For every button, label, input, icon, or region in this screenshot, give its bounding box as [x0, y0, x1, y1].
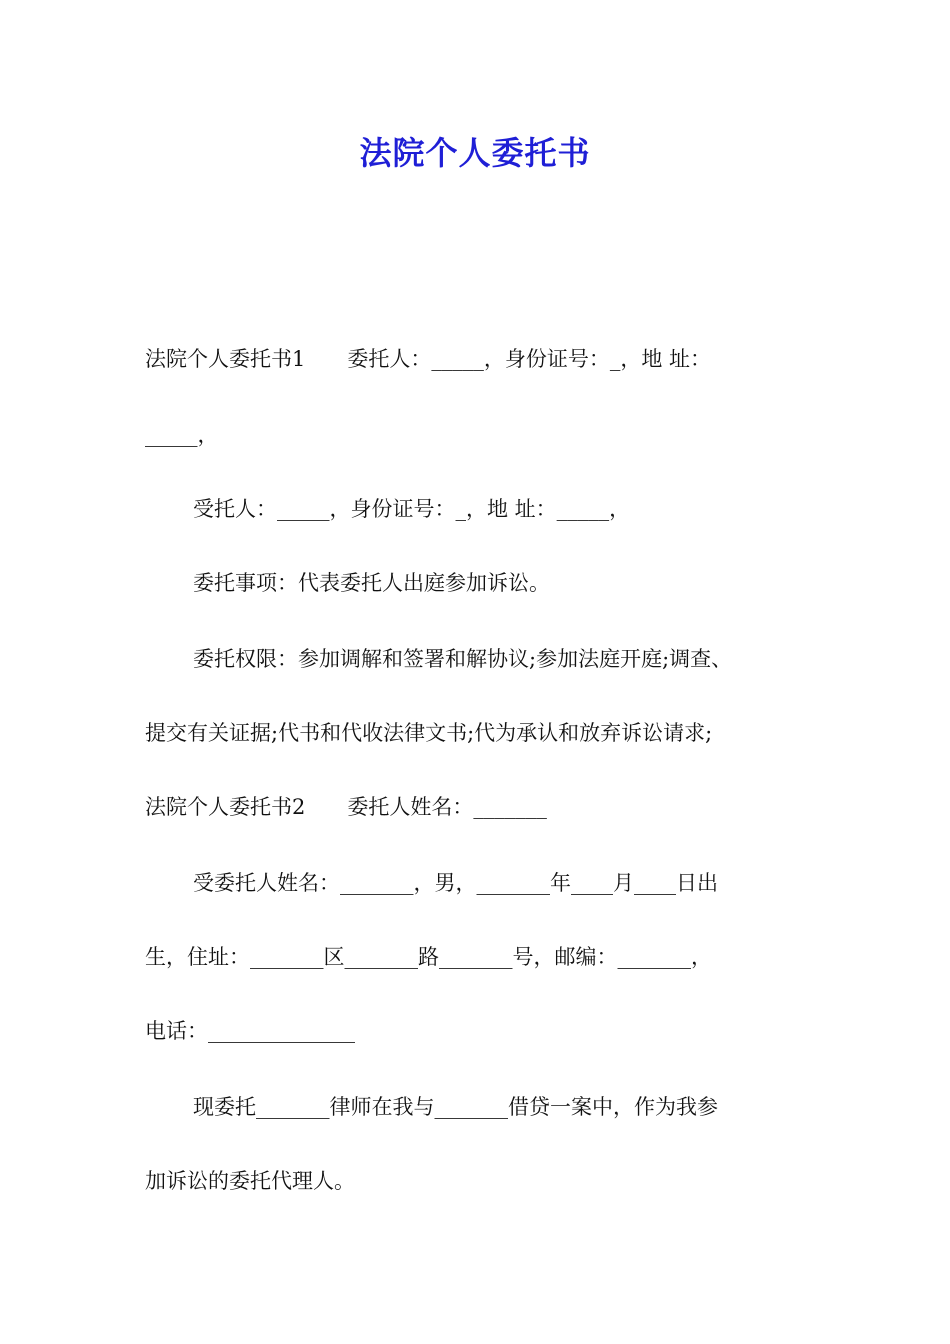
paragraph-line-11: 现委托_______律师在我与_______借贷一案中，作为我参 [193, 1095, 718, 1119]
paragraph-line-10: 电话：______________ [145, 1019, 355, 1043]
paragraph-line-3: 受托人：_____，身份证号：_，地 址：_____， [193, 497, 631, 521]
paragraph-line-8: 受委托人姓名：_______，男，_______年____月____日出 [193, 871, 718, 895]
paragraph-line-2: _____， [145, 423, 219, 447]
paragraph-line-9: 生，住址：_______区_______路_______号，邮编：_______， [145, 945, 712, 969]
paragraph-line-4: 委托事项：代表委托人出庭参加诉讼。 [193, 571, 550, 595]
paragraph-line-5: 委托权限：参加调解和签署和解协议;参加法庭开庭;调查、 [193, 647, 733, 671]
paragraph-line-12: 加诉讼的委托代理人。 [145, 1169, 355, 1193]
paragraph-line-6: 提交有关证据;代书和代收法律文书;代为承认和放弃诉讼请求; [145, 721, 713, 745]
document-title: 法院个人委托书 [359, 134, 591, 172]
paragraph-line-7: 法院个人委托书2 委托人姓名：_______ [145, 795, 547, 819]
paragraph-line-1: 法院个人委托书1 委托人：_____，身份证号：_，地 址： [145, 347, 712, 371]
